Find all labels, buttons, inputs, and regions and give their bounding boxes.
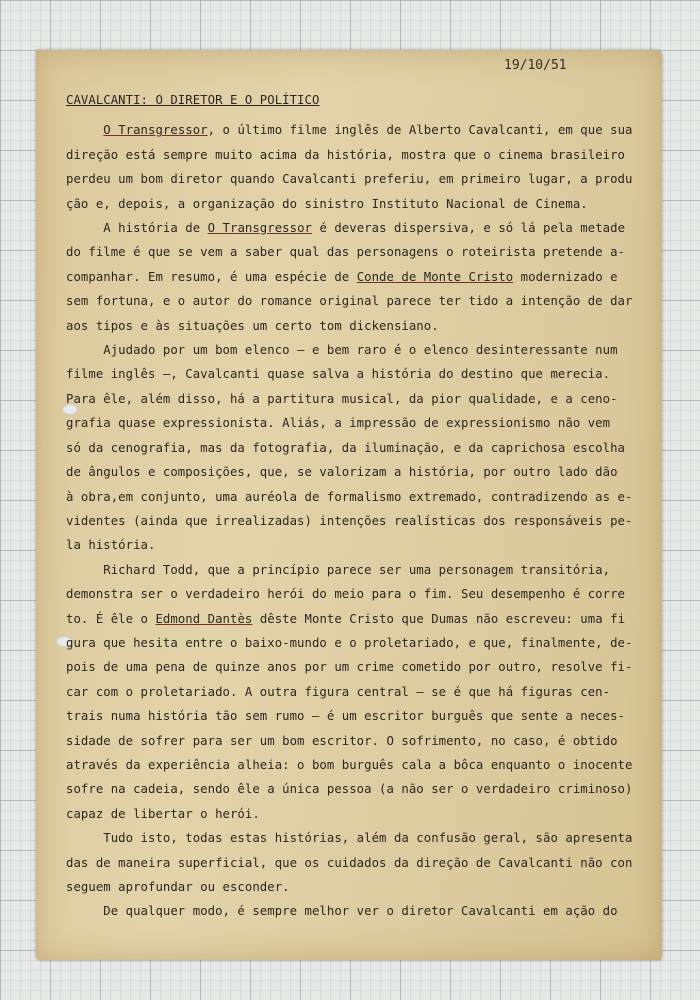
text-line (66, 826, 632, 850)
text-line (66, 216, 632, 240)
text-segment: Ajudado por um bom elenco — e bem raro é o elenco desinteressante num (66, 343, 618, 358)
text-line (66, 680, 632, 704)
text-segment: sofre na cadeia, sendo êle a única pessoa (a não ser o verdadeiro criminoso) (66, 782, 632, 797)
text-line (66, 192, 632, 216)
underlined-title: O Transgressor (103, 123, 208, 138)
text-line (66, 240, 632, 264)
text-line (66, 582, 632, 606)
text-line (66, 460, 632, 484)
text-line (66, 655, 632, 679)
text-segment: companhar. Em resumo, é uma espécie de (66, 269, 357, 284)
text-line (66, 607, 632, 631)
typewritten-page (36, 50, 662, 960)
text-segment: demonstra ser o verdadeiro herói do meio para o fim. Seu desempenho é corre (66, 587, 626, 602)
text-line (66, 143, 632, 167)
text-segment: através da experiência alheia: o bom burguês cala a bôca enquanto o inocente (66, 757, 632, 772)
text-line (66, 167, 632, 191)
text-segment: pois de uma pena de quinze anos por um crime cometido por outro, resolve fi- (66, 660, 632, 675)
text-segment: A história de (66, 221, 208, 236)
text-segment: modernizado e (513, 269, 618, 284)
text-line (66, 338, 632, 362)
text-line (66, 436, 632, 460)
document-date: 19/10/51 (504, 58, 567, 73)
text-segment: trais numa história tão sem rumo — é um escritor burguês que sente a neces- (66, 709, 626, 724)
text-segment: sidade de sofrer para ser um bom escritor. O sofrimento, no caso, é obtido (66, 733, 618, 748)
text-segment: aos tipos e às situações um certo tom dickensiano. (66, 318, 439, 333)
text-line (66, 387, 632, 411)
text-segment: Tudo isto, todas estas histórias, além da confusão geral, são apresenta (66, 831, 632, 846)
text-line (66, 704, 632, 728)
text-line (66, 899, 632, 923)
text-segment: grafia quase expressionista. Aliás, a impressão de expressionismo não vem (66, 416, 611, 431)
underlined-title: O Transgressor (207, 221, 312, 236)
document-body (66, 88, 632, 924)
text-line (66, 875, 632, 899)
text-segment: à obra,em conjunto, uma auréola de formalismo extremado, contradizendo as e- (66, 489, 632, 504)
text-line (66, 265, 632, 289)
text-segment: sem fortuna, e o autor do romance original parece ter tido a intenção de dar (66, 294, 632, 309)
text-segment: car com o proletariado. A outra figura central — se é que há figuras cen- (66, 684, 611, 699)
text-line (66, 485, 632, 509)
text-line (66, 729, 632, 753)
text-segment: Para êle, além disso, há a partitura musical, da pior qualidade, e a ceno- (66, 391, 618, 406)
text-segment: la história. (66, 538, 156, 553)
text-line (66, 411, 632, 435)
document-title: CAVALCANTI: O DIRETOR E O POLÍTICO (66, 93, 320, 107)
text-segment: De qualquer modo, é sempre melhor ver o diretor Cavalcanti em ação do (66, 904, 618, 919)
underlined-title: Conde de Monte Cristo (356, 269, 514, 284)
text-segment: só da cenografia, mas da fotografia, da iluminação, e da caprichosa escolha (66, 440, 626, 455)
text-segment: perdeu um bom diretor quando Cavalcanti preferiu, em primeiro lugar, a produ (66, 172, 632, 187)
text-segment: seguem aprofundar ou esconder. (66, 880, 290, 894)
paragraph-lines (66, 118, 632, 923)
text-segment: é deveras dispersiva, e só lá pela metade (311, 221, 626, 236)
text-segment: dêste Monte Cristo que Dumas não escreveu: uma fi (252, 611, 626, 626)
text-line (66, 289, 632, 313)
text-segment: ção e, depois, a organização do sinistro Instituto Nacional de Cinema. (66, 196, 588, 211)
text-segment: , o último filme inglês de Alberto Cavalcanti, em que sua (207, 123, 632, 138)
text-line (66, 777, 632, 801)
text-segment: de ângulos e composições, que, se valorizam a história, por outro lado dão (66, 465, 618, 480)
text-line (66, 362, 632, 386)
underlined-title: Edmond Dantès (155, 611, 253, 626)
text-segment: filme inglês —, Cavalcanti quase salva a história do destino que merecia. (66, 367, 611, 382)
text-segment: capaz de libertar o herói. (66, 806, 260, 821)
text-line (66, 851, 632, 875)
text-line (66, 118, 632, 142)
text-line (66, 509, 632, 533)
text-segment: gura que hesita entre o baixo-mundo e o proletariado, e que, finalmente, de- (66, 635, 632, 650)
text-segment: das de maneira superficial, que os cuidados da direção de Cavalcanti não con (66, 855, 632, 870)
text-segment: direção está sempre muito acima da história, mostra que o cinema brasileiro (66, 147, 626, 162)
text-segment: do filme é que se vem a saber qual das personagens o roteirista pretende a- (66, 245, 626, 260)
text-line (66, 802, 632, 826)
text-line (66, 558, 632, 582)
text-line (66, 753, 632, 777)
text-segment: Richard Todd, que a princípio parece ser uma personagem transitória, (66, 562, 611, 577)
text-line (66, 533, 632, 557)
text-line (66, 631, 632, 655)
text-segment: videntes (ainda que irrealizadas) intenções realísticas dos responsáveis pe- (66, 513, 632, 528)
text-segment: to. É êle o (66, 611, 156, 626)
text-line (66, 314, 632, 338)
text-segment (66, 123, 103, 137)
